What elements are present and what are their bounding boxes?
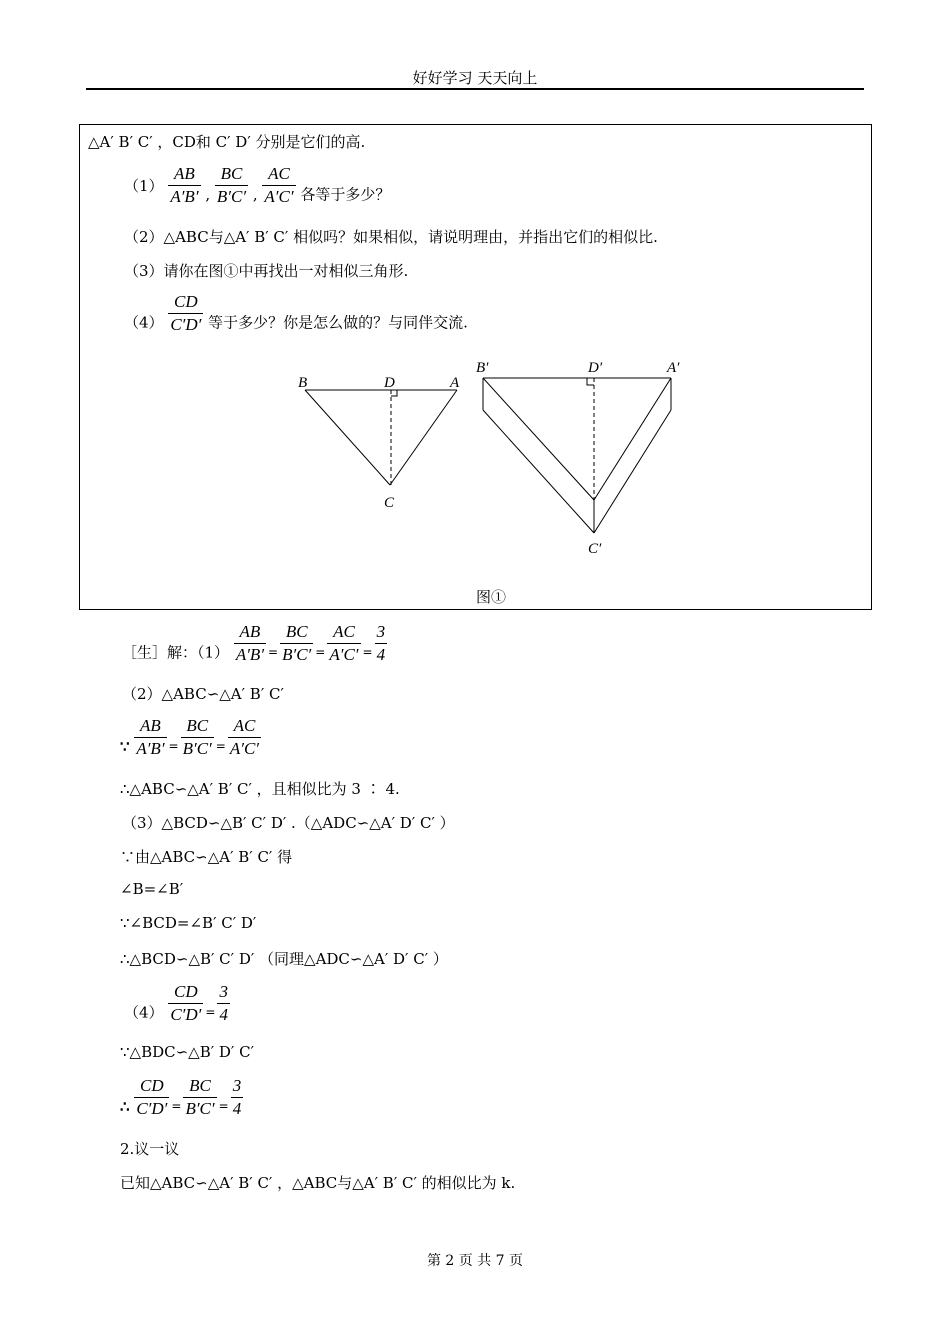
label-A2: A′ [667,360,680,376]
label-B: B [298,375,308,391]
fraction-den: A′B′ [136,739,165,758]
fraction-den: B′C′ [282,645,312,664]
fraction-den: A′B′ [170,187,199,206]
fraction-den: B′C′ [182,739,212,758]
fraction-den: C′D′ [170,315,202,334]
because-symbol: ∵ [120,737,130,756]
page-footer: 第 2 页 共 7 页 [426,1253,524,1269]
fraction [168,163,200,208]
fraction-num: BC [186,716,209,735]
label-C: C [384,495,395,511]
label-B2: B′ [476,360,489,376]
equals-sign: = [171,1098,182,1113]
solution-4-a: ∵△BDC∽△B′ D′ C′ [120,1043,254,1061]
fraction-den: B′C′ [216,187,247,206]
solution-3-c: ∵∠BCD=∠B′ C′ D′ [120,914,257,932]
fraction-num: BC [220,164,243,183]
solution-4 [124,981,230,1026]
fraction-num: AB [239,622,261,641]
label-C2: C′ [588,541,602,557]
fraction-den: 4 [232,1099,242,1118]
solution-1-label: ［生］解：（1） [122,643,230,662]
fraction-num: AB [140,716,161,735]
fraction [215,163,248,208]
fraction [375,621,388,666]
fraction [181,715,214,760]
intro-text: △A′ B′ C′ ，CD和 C′ D′ 分别是它们的高. [88,133,366,151]
fraction-num: AC [233,716,256,735]
fraction [183,1075,216,1120]
q4-label: （4） [124,313,164,332]
edge-BC [305,390,390,485]
solution-2: （2）△ABC∽△A′ B′ C′ [122,685,284,703]
therefore-line [120,1075,243,1120]
solution-3-a: ∵由△ABC∽△A′ B′ C′ 得 [120,848,293,866]
discuss-heading: 2.议一议 [120,1140,180,1158]
solution-3-d: ∴△BCD∽△B′ C′ D′ （同理△ADC∽△A′ D′ C′ ） [120,950,448,968]
fraction-den: B′C′ [185,1099,215,1118]
equals-sign: = [205,1004,216,1019]
fraction-num: AC [333,622,355,641]
fraction-num: 3 [232,1076,242,1095]
solution-3: （3）△BCD∽△B′ C′ D′ .（△ADC∽△A′ D′ C′ ） [122,814,455,832]
fraction-num: BC [285,622,308,641]
fraction-num: 3 [219,982,228,1001]
q4-text: 等于多少？你是怎么做的？与同伴交流. [208,313,468,332]
fraction [217,981,230,1026]
fraction [228,715,261,760]
fraction-den: A′B′ [235,645,265,664]
equals-sign: = [362,644,373,659]
edge-A2C2-front [594,378,671,500]
fraction-num: CD [174,982,198,1001]
fraction-den: C′D′ [136,1099,168,1118]
known-text: 已知△ABC∽△A′ B′ C′ ，△ABC与△A′ B′ C′ 的相似比为 k. [120,1174,516,1192]
fraction [134,715,166,760]
fraction-num: AB [174,164,195,183]
fraction [234,621,266,666]
q1-sep: , [252,185,258,204]
label-D2: D′ [588,360,603,376]
q1-sep: , [205,185,211,204]
fraction-den: A′C′ [329,645,359,664]
solution-3-b: ∠B=∠B′ [120,880,184,898]
fraction-num: BC [189,1076,211,1095]
question-3: （3）请你在图①中再找出一对相似三角形. [124,262,409,280]
equals-sign: = [315,644,326,659]
equals-sign: = [215,738,226,753]
fraction-num: AC [268,164,290,183]
label-D: D [384,375,395,391]
because-line [120,715,261,760]
fraction [327,621,360,666]
fraction-den: 4 [376,645,386,664]
fraction-num: 3 [376,622,386,641]
fraction [231,1075,244,1120]
edge-B2C2-front [483,378,594,500]
edge-B2C2-back [483,410,594,533]
fraction-num: CD [174,292,198,311]
q1-text: 各等于多少？ [300,185,391,204]
fraction-den: C′D′ [170,1005,202,1024]
fraction-den: A′C′ [229,739,260,758]
fraction [280,621,313,666]
fraction-den: 4 [219,1005,228,1024]
header-rule [86,88,864,90]
figure-caption: 图① [476,588,507,606]
question-4 [124,291,468,336]
right-angle-mark [587,378,594,385]
therefore-symbol: ∴ [120,1097,130,1116]
q1-label: （1） [124,177,164,195]
question-1 [124,163,390,208]
equals-sign: = [218,1098,229,1113]
solution-2-conclusion: ∴△ABC∽△A′ B′ C′ ，且相似比为 3 ∶ 4. [120,780,400,798]
solution-1 [122,621,387,666]
edge-A2C2-back [594,410,671,533]
label-A: A [450,375,460,391]
edge-AC [390,390,457,485]
equals-sign: = [268,644,279,659]
equals-sign: = [168,738,179,753]
fraction-num: CD [140,1076,164,1095]
question-2: （2）△ABC与△A′ B′ C′ 相似吗？如果相似，请说明理由，并指出它们的相似比. [124,228,658,246]
fraction [168,981,203,1026]
fraction-den: A′C′ [264,187,294,206]
fraction [168,291,203,336]
fraction [134,1075,169,1120]
triangle-figure [280,350,710,565]
solution-4-label: （4） [124,1003,164,1022]
fraction [262,163,295,208]
page-header: 好好学习 天天向上 [412,69,538,87]
